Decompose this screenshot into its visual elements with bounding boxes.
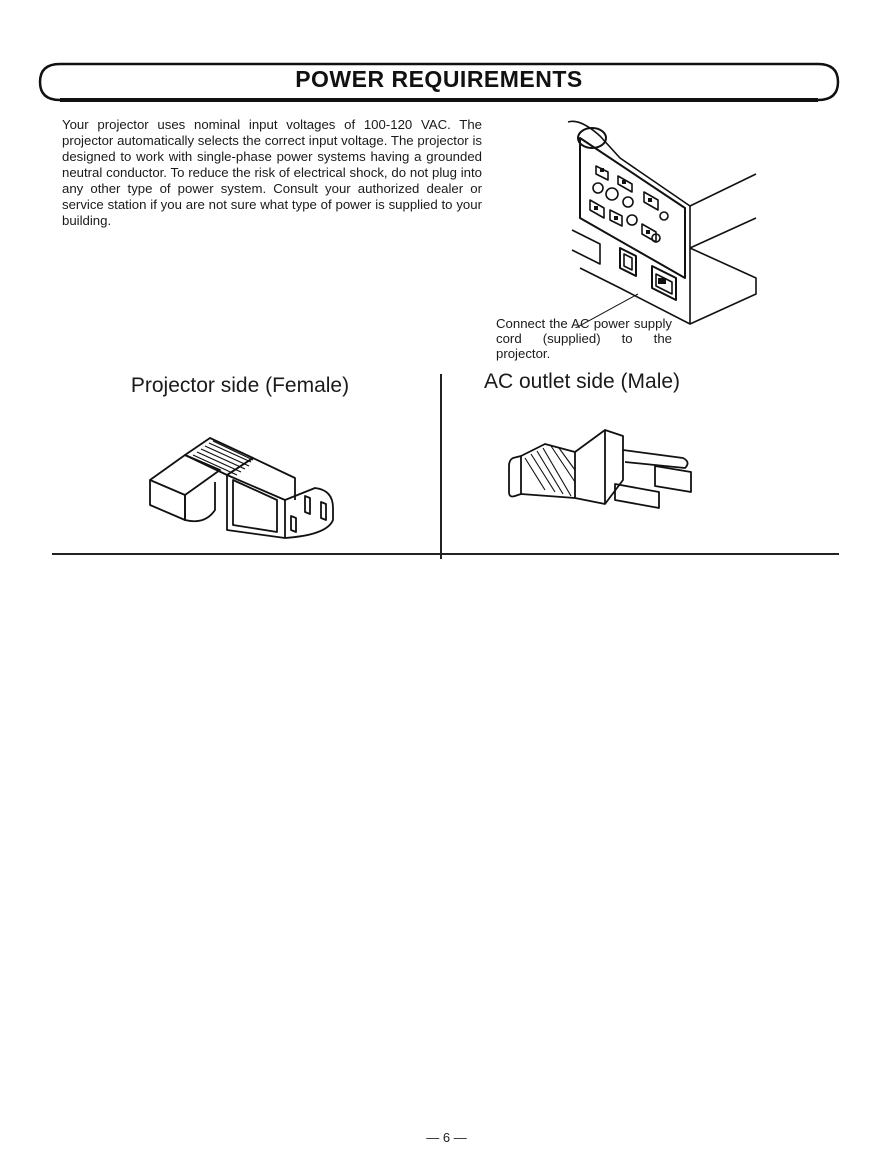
page-number: — 6 — — [426, 1130, 467, 1145]
figure-caption: Connect the AC power supply cord (supplied) to the projector. — [496, 316, 672, 361]
intro-paragraph: Your projector uses nominal input voltages of 100-120 VAC. The projector automatically selects the correct input voltage. The projector is designed to work with single-phase power systems having a grounded neutral conductor. To reduce the risk of electrical shock, do not plug into any other type of power system. Consult your authorized dealer or service station if you are not sure what type of power is supplied to your building. — [62, 117, 482, 228]
male-connector-illustration — [505, 420, 705, 530]
vertical-divider — [440, 374, 442, 559]
horizontal-divider — [52, 553, 839, 555]
male-connector-label: AC outlet side (Male) — [483, 370, 681, 393]
female-connector-label: Projector side (Female) — [130, 374, 350, 397]
section-banner — [38, 60, 840, 104]
page-title: POWER REQUIREMENTS — [295, 66, 583, 92]
female-connector-illustration — [145, 420, 345, 540]
projector-rear-illustration — [560, 118, 765, 328]
